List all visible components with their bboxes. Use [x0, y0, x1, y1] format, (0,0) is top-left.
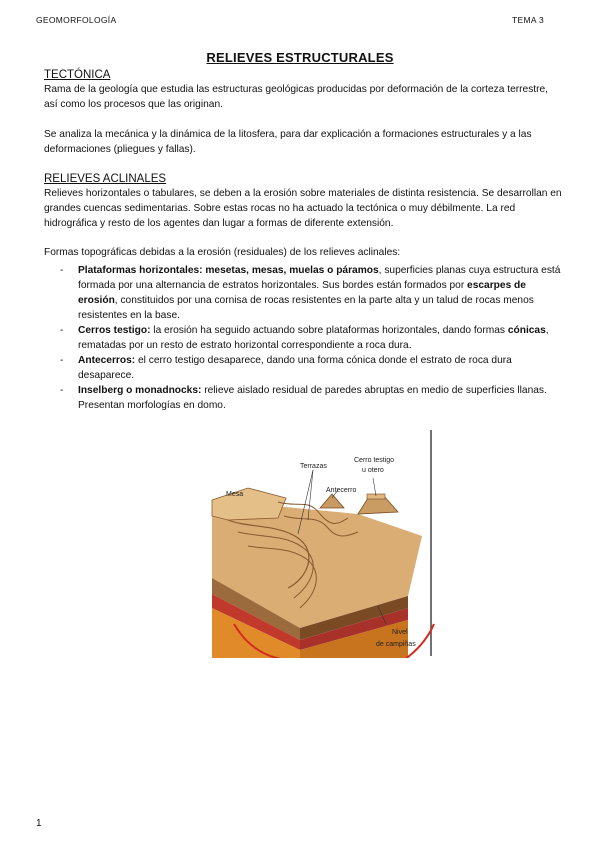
aclinales-paragraph-1: Relieves horizontales o tabulares, se deben a la erosión sobre materiales de distinta resistencia. Se desarrollan en grandes cuencas sedimentarias. Sobre estas rocas no ha actuado la tectónica o muy débilmente. La red hidrográfica y resto de los agentes dan lugar a formas de diferente extensión.: [44, 188, 562, 229]
list-bullet: -: [60, 355, 64, 366]
term-plataformas: Plataformas horizontales: mesetas, mesas, muelas o páramos: [78, 265, 379, 276]
list-item: - Plataformas horizontales: mesetas, mesas, muelas o páramos, superficies planas cuya estructura está formada por una alternancia de estratos horizontales. Sus bordes están formados por escarpes de erosión, constituidos por una cornisa de rocas resistentes en la parte alta y un talud de rocas menos resistentes en la base.: [60, 265, 561, 321]
header-subject: GEOMORFOLOGÍA: [36, 15, 117, 25]
list-item: - Antecerros: el cerro testigo desaparece, dando una forma cónica donde el estrato de roca dura desaparece.: [60, 355, 512, 381]
section-heading-aclinales: RELIEVES ACLINALES: [44, 173, 167, 185]
label-u-otero: u otero: [362, 467, 384, 474]
section-tectonica: [44, 68, 564, 172]
landform-illustration: [208, 428, 436, 658]
label-nivel: Nivel: [392, 629, 408, 636]
term-antecerros: Antecerros:: [78, 355, 136, 366]
block-diagram: [208, 428, 436, 658]
term-cerros-testigo: Cerros testigo:: [78, 325, 151, 336]
tectonica-paragraph-2: Se analiza la mecánica y la dinámica de la litosfera, para dar explicación a formaciones estructurales y a las deformaciones (pliegues y fallas).: [44, 129, 532, 155]
list-item: - Cerros testigo: la erosión ha seguido actuando sobre plataformas horizontales, dando formas cónicas, rematadas por un resto de estrato horizontal correspondiente a roca dura.: [60, 325, 549, 351]
label-de-campinas: de campiñas: [376, 641, 416, 648]
term-inselberg: Inselberg o monadnocks:: [78, 385, 202, 396]
term-conicas: cónicas: [507, 325, 546, 336]
tectonica-paragraph-1: Rama de la geología que estudia las estructuras geológicas producidas por deformación de la corteza terrestre, así como los procesos que las originan.: [44, 84, 549, 110]
leader-line-cerro: [373, 478, 376, 496]
list-bullet: -: [60, 385, 64, 396]
term-escarpes: escarpes de erosión: [78, 280, 526, 306]
header-topic: TEMA 3: [512, 15, 545, 25]
list-bullet: -: [60, 265, 64, 276]
landform-list: [44, 263, 564, 413]
label-mesa: Mesa: [226, 491, 244, 498]
mesa-plateau: [212, 488, 286, 520]
label-antecerro: Antecerro: [326, 487, 357, 494]
page-title: RELIEVES ESTRUCTURALES: [206, 50, 394, 65]
page-number: 1: [36, 818, 42, 829]
antecerro-cone: [320, 494, 344, 508]
section-aclinales: [44, 172, 564, 246]
label-cerro-testigo: Cerro testigo: [354, 457, 395, 464]
label-terrazas: Terrazas: [300, 463, 327, 470]
list-item: - Inselberg o monadnocks: relieve aislado residual de paredes abruptas en medio de superficies llanas. Presentan morfologías en domo.: [60, 385, 547, 411]
list-bullet: -: [60, 325, 64, 336]
forms-intro: Formas topográficas debidas a la erosión (residuales) de los relieves aclinales:: [44, 247, 401, 258]
section-heading-tectonica: TECTÓNICA: [44, 69, 111, 81]
